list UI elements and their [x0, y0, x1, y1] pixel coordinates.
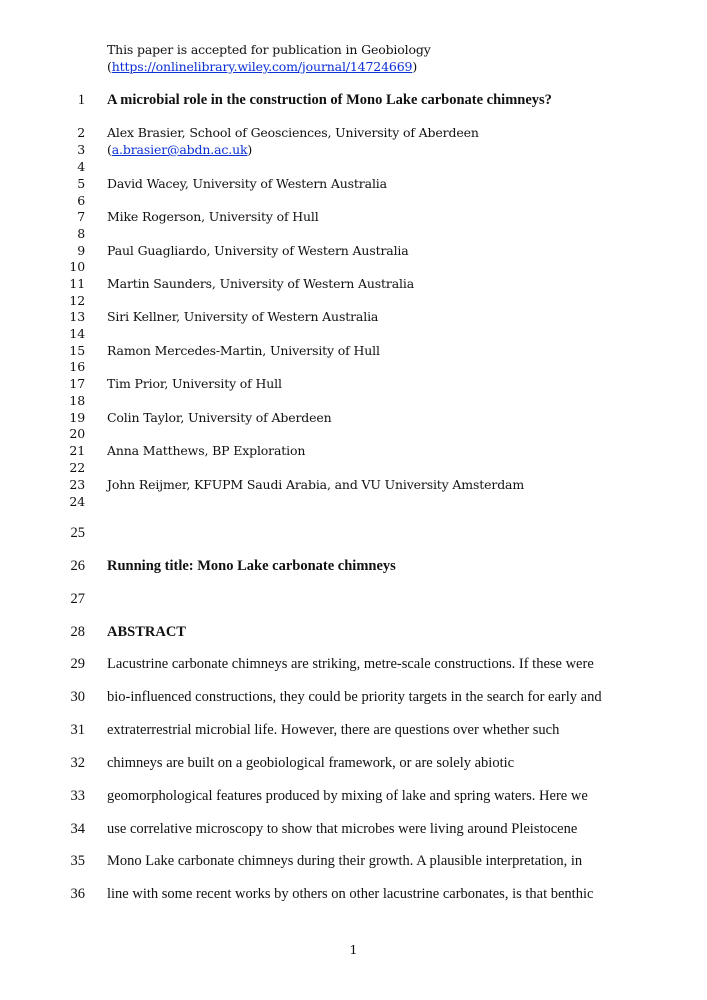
abstract-text: Mono Lake carbonate chimneys during their growth. A plausible interpretation, in: [107, 853, 583, 869]
paren-close: ): [412, 59, 418, 74]
author-affiliation: Ramon Mercedes-Martin, University of Hull: [107, 343, 380, 358]
line-number: 32: [70, 755, 85, 771]
email-wrapper: [107, 142, 252, 157]
abstract-text: geomorphological features produced by mixing of lake and spring waters. Here we: [107, 788, 588, 804]
abstract-text: extraterrestrial microbial life. However, there are questions over whether such: [107, 722, 560, 738]
paren-open: (: [107, 142, 112, 157]
line-number: 16: [69, 359, 85, 374]
journal-url-link[interactable]: https://onlinelibrary.wiley.com/journal/14724669: [111, 59, 413, 74]
author-affiliation: Alex Brasier, School of Geosciences, University of Aberdeen: [107, 125, 479, 140]
line-number: 3: [77, 142, 85, 157]
line-number: 26: [70, 558, 85, 574]
line-number: 15: [69, 343, 85, 358]
author-affiliation: John Reijmer, KFUPM Saudi Arabia, and VU University Amsterdam: [107, 477, 525, 492]
line-number: 20: [69, 426, 85, 441]
line-number: 1: [77, 92, 85, 108]
author-affiliation: Paul Guagliardo, University of Western Australia: [107, 243, 409, 258]
line-number: 13: [69, 309, 85, 324]
line-number: 5: [77, 176, 85, 191]
abstract-text: bio-influenced constructions, they could be priority targets in the search for early and: [107, 689, 602, 705]
line-number: 33: [70, 788, 85, 804]
line-number: 27: [70, 591, 85, 607]
line-number: 31: [70, 722, 85, 738]
paren-open: (: [107, 59, 112, 74]
line-number: 2: [77, 125, 85, 140]
running-title: Running title: Mono Lake carbonate chimneys: [107, 558, 396, 574]
page-number: 1: [349, 942, 358, 957]
line-number: 12: [69, 293, 85, 308]
line-number: 29: [70, 656, 85, 672]
author-email-link[interactable]: a.brasier@abdn.ac.uk: [111, 142, 248, 157]
line-number: 4: [77, 159, 85, 174]
line-number: 28: [70, 624, 85, 640]
line-number: 21: [69, 443, 85, 458]
line-number: 8: [77, 226, 85, 241]
line-number: 14: [69, 326, 85, 341]
author-affiliation: Tim Prior, University of Hull: [107, 376, 282, 391]
abstract-heading: ABSTRACT: [107, 624, 186, 640]
line-number: 25: [70, 525, 85, 541]
author-affiliation: Martin Saunders, University of Western Australia: [107, 276, 414, 291]
paper-title: A microbial role in the construction of Mono Lake carbonate chimneys?: [107, 92, 552, 108]
line-number: 11: [69, 276, 85, 291]
line-number: 6: [77, 193, 85, 208]
line-number: 30: [70, 689, 85, 705]
line-number: 36: [70, 886, 85, 902]
notice-text: This paper is accepted for publication in Geobiology: [107, 42, 431, 57]
line-number: 17: [69, 376, 85, 391]
line-number: 9: [77, 243, 85, 258]
line-number: 24: [69, 494, 85, 509]
journal-url-wrapper: [107, 59, 417, 74]
author-affiliation: David Wacey, University of Western Australia: [107, 176, 387, 191]
line-number: 35: [70, 853, 85, 869]
line-number: 18: [69, 393, 85, 408]
abstract-text: chimneys are built on a geobiological framework, or are solely abiotic: [107, 755, 515, 771]
author-affiliation: Colin Taylor, University of Aberdeen: [107, 410, 332, 425]
abstract-text: Lacustrine carbonate chimneys are striking, metre-scale constructions. If these were: [107, 656, 594, 672]
line-number: 10: [69, 259, 85, 274]
line-number: 19: [69, 410, 85, 425]
paren-close: ): [247, 142, 253, 157]
author-affiliation: Siri Kellner, University of Western Australia: [107, 309, 379, 324]
line-number: 22: [69, 460, 85, 475]
abstract-text: use correlative microscopy to show that microbes were living around Pleistocene: [107, 821, 578, 837]
line-number: 34: [70, 821, 85, 837]
author-affiliation: Mike Rogerson, University of Hull: [107, 209, 319, 224]
line-number: 7: [77, 209, 85, 224]
abstract-text: line with some recent works by others on other lacustrine carbonates, is that benthic: [107, 886, 594, 902]
line-number: 23: [69, 477, 85, 492]
author-affiliation: Anna Matthews, BP Exploration: [107, 443, 306, 458]
